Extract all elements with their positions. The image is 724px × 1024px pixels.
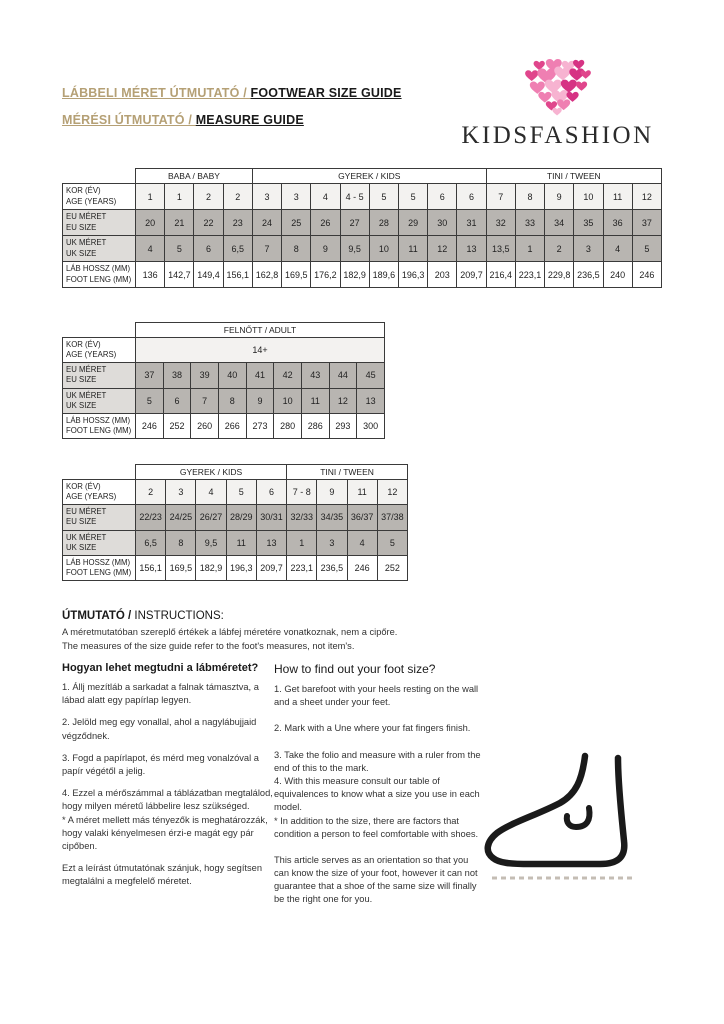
table-cell: 196,3 (226, 555, 256, 580)
table-cell: 12 (329, 388, 357, 413)
instructions-heading-english: INSTRUCTIONS: (131, 610, 224, 622)
instruction-paragraph: 2. Mark with a Une where your fat fingers finish. (274, 723, 471, 734)
table-cell: 236,5 (574, 262, 603, 288)
table-cell: 40 (218, 363, 246, 388)
table-cell: 24 (252, 210, 281, 236)
instructions-heading-hungarian: ÚTMUTATÓ / (62, 610, 132, 622)
table-cell: 22/23 (136, 505, 166, 530)
table-cell: 12 (428, 236, 457, 262)
table-cell: 10 (369, 236, 398, 262)
table-cell: 149,4 (194, 262, 223, 288)
table-cell: 8 (282, 236, 311, 262)
page-title-hungarian: LÁBBELI MÉRET ÚTMUTATÓ / (62, 86, 251, 100)
table-cell: 3 (166, 480, 196, 505)
foot-outline-icon (482, 750, 652, 888)
row-label: EU MÉRET EU SIZE (63, 210, 136, 236)
table-cell: 4 (311, 184, 340, 210)
page-subtitle-english: MEASURE GUIDE (195, 113, 304, 127)
table-cell: 33 (515, 210, 544, 236)
table-cell: 6 (457, 184, 486, 210)
table-cell: 260 (191, 413, 219, 438)
table-cell: 3 (282, 184, 311, 210)
row-label: KOR (ÉV) AGE (YEARS) (63, 480, 136, 505)
row-label: KOR (ÉV) AGE (YEARS) (63, 184, 136, 210)
table-cell: 5 (165, 236, 194, 262)
table-cell: 189,6 (369, 262, 398, 288)
instruction-paragraph: 4. Ezzel a mérőszámmal a táblázatban megtalálod, hogy milyen méretű lábbelire lesz szükséged. (62, 788, 273, 812)
table-cell: 216,4 (486, 262, 515, 288)
table-cell: 156,1 (223, 262, 252, 288)
table-cell: 5 (369, 184, 398, 210)
table-cell: 29 (398, 210, 427, 236)
table-corner (63, 169, 136, 184)
table-cell: 37 (136, 363, 164, 388)
table-cell: 10 (274, 388, 302, 413)
table-cell: 14+ (136, 338, 385, 363)
table-cell: 246 (632, 262, 661, 288)
table-cell: 10 (574, 184, 603, 210)
table-cell: 2 (136, 480, 166, 505)
table-cell: 42 (274, 363, 302, 388)
table-cell: 7 (486, 184, 515, 210)
table-cell: 7 - 8 (287, 480, 317, 505)
table-cell: 209,7 (457, 262, 486, 288)
table-cell: 169,5 (282, 262, 311, 288)
table-cell: 162,8 (252, 262, 281, 288)
table-cell: 22 (194, 210, 223, 236)
table-cell: 36 (603, 210, 632, 236)
table-cell: 4 - 5 (340, 184, 369, 210)
table-cell: 35 (574, 210, 603, 236)
table-cell: 4 (603, 236, 632, 262)
table-cell: 20 (136, 210, 165, 236)
row-label: KOR (ÉV) AGE (YEARS) (63, 338, 136, 363)
page-subtitle-hungarian: MÉRÉSI ÚTMUTATÓ / (62, 113, 196, 127)
table-cell: 5 (226, 480, 256, 505)
instructions-note-english: The measures of the size guide refer to the foot's measures, not item's. (62, 640, 355, 651)
table-cell: 6,5 (136, 530, 166, 555)
table-cell: 169,5 (166, 555, 196, 580)
table-cell: 38 (163, 363, 191, 388)
table-corner (63, 323, 136, 338)
table-cell: 27 (340, 210, 369, 236)
table-cell: 273 (246, 413, 274, 438)
table-cell: 142,7 (165, 262, 194, 288)
table-cell: 176,2 (311, 262, 340, 288)
table-cell: 39 (191, 363, 219, 388)
table-cell: 28/29 (226, 505, 256, 530)
table-cell: 5 (632, 236, 661, 262)
row-label: LÁB HOSSZ (MM) FOOT LENG (MM) (63, 413, 136, 438)
table-cell: 41 (246, 363, 274, 388)
table-group-header: FELNŐTT / ADULT (136, 323, 385, 338)
instructions-column-english (274, 662, 484, 920)
table-cell: 37 (632, 210, 661, 236)
table-cell: 5 (377, 530, 407, 555)
table-cell: 7 (191, 388, 219, 413)
table-cell: 240 (603, 262, 632, 288)
table-cell: 6 (428, 184, 457, 210)
row-label: LÁB HOSSZ (MM) FOOT LENG (MM) (63, 262, 136, 288)
table-cell: 6 (163, 388, 191, 413)
table-cell: 2 (223, 184, 252, 210)
table-cell: 12 (632, 184, 661, 210)
table-cell: 9 (246, 388, 274, 413)
table-cell: 223,1 (287, 555, 317, 580)
table-cell: 1 (136, 184, 165, 210)
table-cell: 11 (398, 236, 427, 262)
table-cell: 26 (311, 210, 340, 236)
table-cell: 4 (347, 530, 377, 555)
table-cell: 9 (545, 184, 574, 210)
table-cell: 8 (515, 184, 544, 210)
table-cell: 286 (301, 413, 329, 438)
table-cell: 13 (457, 236, 486, 262)
table-cell: 9,5 (340, 236, 369, 262)
table-cell: 3 (574, 236, 603, 262)
table-cell: 182,9 (340, 262, 369, 288)
table-cell: 32 (486, 210, 515, 236)
table-cell: 209,7 (256, 555, 286, 580)
table-cell: 6 (194, 236, 223, 262)
size-table-kids-baby (62, 168, 662, 288)
table-cell: 11 (226, 530, 256, 555)
table-cell: 43 (301, 363, 329, 388)
table-cell: 3 (317, 530, 347, 555)
table-cell: 293 (329, 413, 357, 438)
table-group-header: BABA / BABY (136, 169, 253, 184)
table-cell: 280 (274, 413, 302, 438)
instructions-note-hungarian: A méretmutatóban szereplő értékek a lábfej méretére vonatkoznak, nem a cipőre. (62, 627, 398, 637)
table-cell: 156,1 (136, 555, 166, 580)
table-cell: 36/37 (347, 505, 377, 530)
page-title (62, 86, 402, 100)
column-heading-hungarian: Hogyan lehet megtudni a lábméretet? (62, 662, 259, 674)
row-label: UK MÉRET UK SIZE (63, 388, 136, 413)
instructions-heading (62, 610, 492, 622)
table-cell: 9,5 (196, 530, 226, 555)
table-cell: 32/33 (287, 505, 317, 530)
table-cell: 8 (166, 530, 196, 555)
table-cell: 34 (545, 210, 574, 236)
row-label: EU MÉRET EU SIZE (63, 505, 136, 530)
table-cell: 5 (136, 388, 164, 413)
table-cell: 5 (398, 184, 427, 210)
table-cell: 30 (428, 210, 457, 236)
table-cell: 196,3 (398, 262, 427, 288)
size-table-double-sizes (62, 464, 408, 581)
table-cell: 252 (377, 555, 407, 580)
table-cell: 45 (357, 363, 385, 388)
table-cell: 182,9 (196, 555, 226, 580)
table-cell: 24/25 (166, 505, 196, 530)
table-cell: 11 (347, 480, 377, 505)
table-cell: 31 (457, 210, 486, 236)
table-group-header: GYEREK / KIDS (252, 169, 486, 184)
table-cell: 236,5 (317, 555, 347, 580)
table-cell: 3 (252, 184, 281, 210)
table-cell: 1 (515, 236, 544, 262)
table-cell: 23 (223, 210, 252, 236)
instruction-paragraph: Ezt a leírást útmutatónak szánjuk, hogy segítsen megtalálni a megfelelő méretet. (62, 863, 262, 887)
table-cell: 4 (136, 236, 165, 262)
table-cell: 7 (252, 236, 281, 262)
table-cell: 2 (194, 184, 223, 210)
table-cell: 266 (218, 413, 246, 438)
table-cell: 11 (301, 388, 329, 413)
instruction-paragraph: * In addition to the size, there are factors that condition a person to feel comfortable with shoes. (274, 815, 479, 839)
instructions-column-hungarian (62, 662, 274, 897)
table-group-header: GYEREK / KIDS (136, 465, 287, 480)
table-cell: 203 (428, 262, 457, 288)
table-cell: 37/38 (377, 505, 407, 530)
instruction-paragraph: 1. Get barefoot with your heels resting on the wall and a sheet under your feet. (274, 684, 479, 708)
row-label: EU MÉRET EU SIZE (63, 363, 136, 388)
instruction-paragraph: 3. Take the folio and measure with a ruler from the end of this to the mark. (274, 749, 481, 773)
row-label: UK MÉRET UK SIZE (63, 236, 136, 262)
table-cell: 1 (165, 184, 194, 210)
table-cell: 9 (317, 480, 347, 505)
table-cell: 300 (357, 413, 385, 438)
hearts-logo-icon (520, 58, 596, 120)
table-cell: 136 (136, 262, 165, 288)
table-cell: 2 (545, 236, 574, 262)
table-cell: 1 (287, 530, 317, 555)
page-title-english: FOOTWEAR SIZE GUIDE (250, 86, 402, 100)
table-cell: 25 (282, 210, 311, 236)
table-cell: 28 (369, 210, 398, 236)
brand-logo (450, 58, 665, 150)
table-cell: 21 (165, 210, 194, 236)
instruction-paragraph: 3. Fogd a papírlapot, és mérd meg vonalzóval a papír végétől a jelig. (62, 752, 259, 776)
table-cell: 13 (357, 388, 385, 413)
table-cell: 246 (347, 555, 377, 580)
instruction-paragraph: This article serves as an orientation so that you can know the size of your foot, however it can not guarantee that a shoe of the same size will finally be the right one for you. (274, 854, 478, 905)
table-cell: 4 (196, 480, 226, 505)
instruction-paragraph: 1. Állj mezítláb a sarkadat a falnak támasztva, a lábad alatt egy papírlap legyen. (62, 682, 259, 706)
instruction-paragraph: 2. Jelöld meg egy vonallal, ahol a nagylábujjaid végződnek. (62, 717, 257, 741)
table-cell: 12 (377, 480, 407, 505)
table-cell: 26/27 (196, 505, 226, 530)
table-cell: 13 (256, 530, 286, 555)
table-group-header: TINI / TWEEN (486, 169, 661, 184)
table-cell: 223,1 (515, 262, 544, 288)
page-subtitle (62, 113, 304, 127)
table-cell: 246 (136, 413, 164, 438)
table-corner (63, 465, 136, 480)
table-cell: 11 (603, 184, 632, 210)
table-cell: 9 (311, 236, 340, 262)
table-cell: 30/31 (256, 505, 286, 530)
table-cell: 44 (329, 363, 357, 388)
instruction-paragraph: * A méret mellett más tényezők is meghatározzák, hogy valaki kényelmesen érzi-e magát egy pár cipőben. (62, 814, 268, 851)
column-heading-english: How to find out your foot size? (274, 662, 436, 676)
table-cell: 252 (163, 413, 191, 438)
row-label: UK MÉRET UK SIZE (63, 530, 136, 555)
table-cell: 8 (218, 388, 246, 413)
instruction-paragraph: 4. With this measure consult our table of equivalences to know what a size you use in each model. (274, 775, 480, 813)
table-cell: 13,5 (486, 236, 515, 262)
size-table-adult (62, 322, 385, 439)
brand-name: KIDSFASHION (461, 122, 654, 149)
instructions-section (62, 610, 492, 654)
table-cell: 229,8 (545, 262, 574, 288)
table-group-header: TINI / TWEEN (287, 465, 408, 480)
row-label: LÁB HOSSZ (MM) FOOT LENG (MM) (63, 555, 136, 580)
table-cell: 6,5 (223, 236, 252, 262)
table-cell: 6 (256, 480, 286, 505)
table-cell: 34/35 (317, 505, 347, 530)
